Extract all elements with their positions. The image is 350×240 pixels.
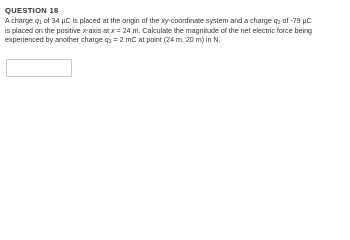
text-segment: -coordinate system and a charge: [168, 17, 274, 25]
question-line-1: [5, 17, 343, 27]
question-line-3: [5, 36, 343, 46]
text-segment: is placed on the positive: [5, 26, 83, 35]
text-segment: = 24 m. Calculate the magnitude of the net electric force being: [114, 26, 312, 35]
text-segment: = 2 mC at point (24 m, 20 m) in N.: [111, 36, 221, 45]
text-segment: A charge: [5, 17, 35, 25]
q2-symbol: q: [273, 17, 278, 25]
text-segment: of -79 µC: [280, 17, 312, 25]
q1-symbol: q: [34, 17, 39, 25]
q1-subscript: 1: [38, 20, 42, 26]
x-variable: x: [111, 26, 115, 35]
plane-label: xy: [161, 17, 169, 25]
question-header: QUESTION 18: [5, 6, 59, 15]
text-segment: -axis at: [86, 26, 112, 35]
q3-subscript: 3: [108, 39, 112, 46]
question-text: [5, 17, 343, 46]
q3-symbol: q: [104, 36, 109, 45]
answer-input[interactable]: [6, 59, 72, 77]
text-segment: of 34 µC is placed at the origin of the: [41, 17, 162, 25]
question-line-2: [5, 27, 343, 37]
text-segment: experienced by another charge: [5, 36, 105, 45]
axis-label: x: [82, 26, 87, 35]
q2-subscript: 2: [277, 20, 281, 26]
